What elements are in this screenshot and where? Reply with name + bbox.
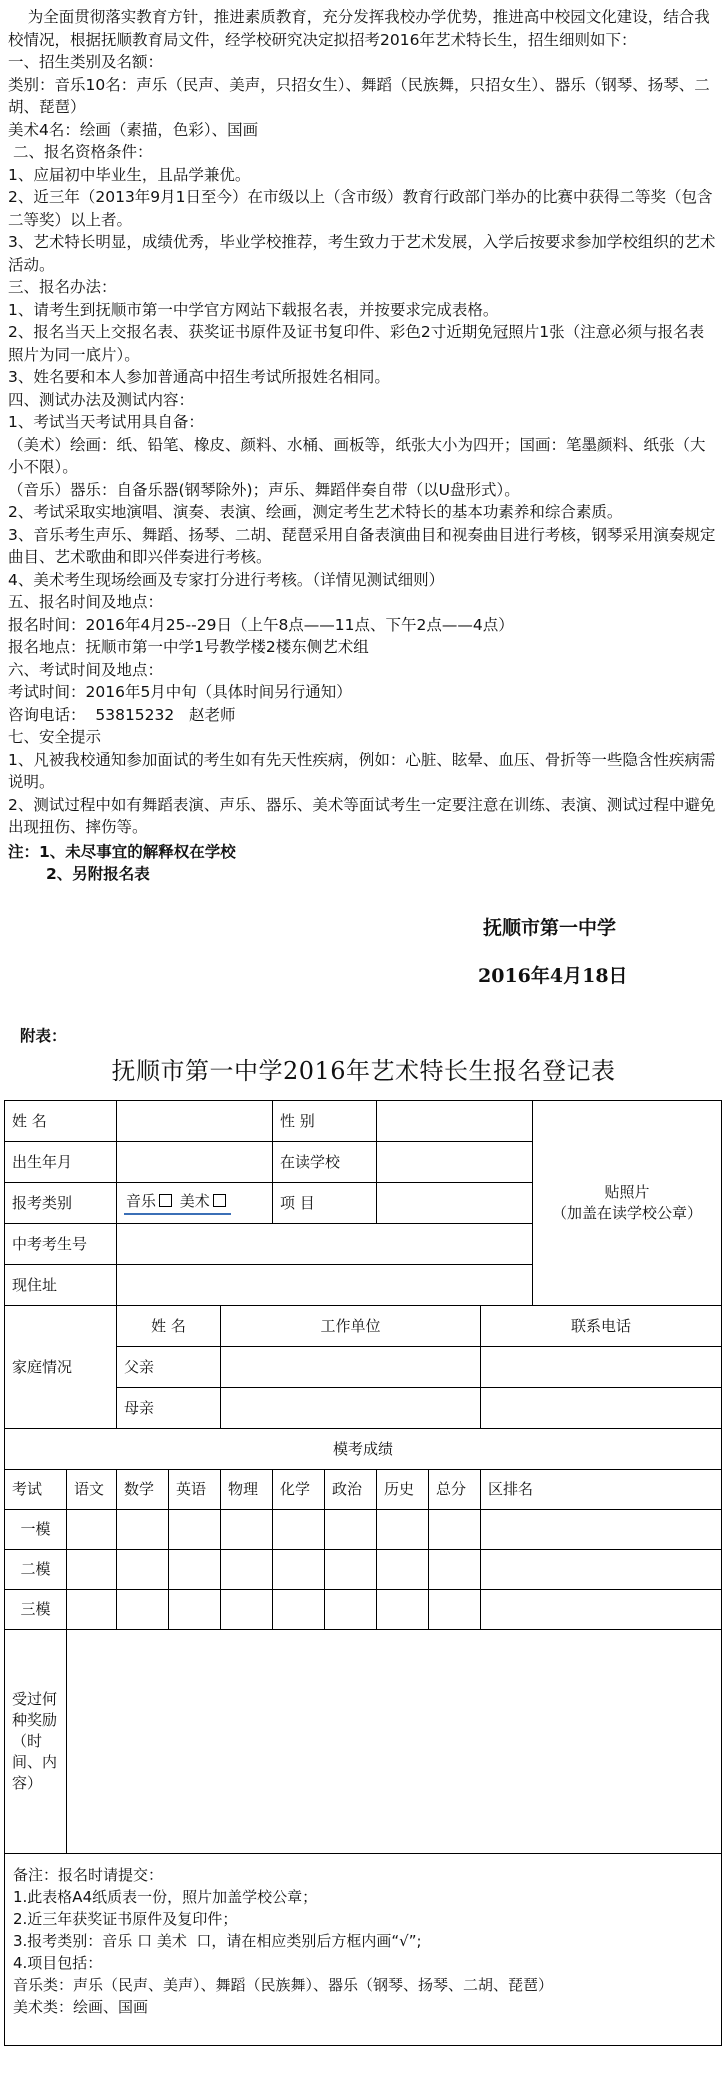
notice-line: 3、音乐考生声乐、舞蹈、扬琴、二胡、琵琶采用自备表演曲目和视奏曲目进行考核，钢琴采用演奏规定曲目、艺术歌曲和即兴伴奏进行考核。 bbox=[8, 525, 716, 566]
notice-line: 一、招生类别及名额： bbox=[8, 53, 164, 71]
score-header: 考试 bbox=[5, 1470, 67, 1510]
notice-intro: 为全面贯彻落实教育方针，推进素质教育，充分发挥我校办学优势，推进高中校园文化建设，结合我校情况，根据抚顺教育局文件，经学校研究决定拟招考2016年艺术特长生，招生细则如下： bbox=[8, 8, 710, 49]
score-header: 语文 bbox=[67, 1470, 117, 1510]
score-cell[interactable] bbox=[117, 1510, 169, 1550]
score-cell[interactable] bbox=[273, 1510, 325, 1550]
awards-label: 受过何种奖励（时间、内容） bbox=[5, 1630, 67, 1854]
notice-line: 1、请考生到抚顺市第一中学官方网站下载报名表，并按要求完成表格。 bbox=[8, 300, 499, 319]
music-checkbox[interactable] bbox=[159, 1194, 172, 1207]
address-value[interactable] bbox=[117, 1265, 533, 1306]
notice-line: 美术4名：绘画（素描，色彩）、国画 bbox=[8, 120, 259, 139]
score-header: 英语 bbox=[169, 1470, 221, 1510]
name-label: 姓 名 bbox=[5, 1101, 117, 1142]
score-cell[interactable] bbox=[67, 1590, 117, 1630]
notice-line: 六、考试时间及地点： bbox=[8, 660, 164, 679]
score-cell[interactable] bbox=[273, 1590, 325, 1630]
family-label: 家庭情况 bbox=[5, 1306, 117, 1429]
notice-line: 咨询电话： 53815232 赵老师 bbox=[8, 705, 236, 724]
gender-value[interactable] bbox=[377, 1101, 533, 1142]
score-cell[interactable] bbox=[221, 1550, 273, 1590]
notice-line: 二、报名资格条件： bbox=[8, 143, 153, 161]
score-cell[interactable] bbox=[325, 1590, 377, 1630]
score-cell[interactable] bbox=[221, 1590, 273, 1630]
notice-line: 2、测试过程中如有舞蹈表演、声乐、器乐、美术等面试考生一定要注意在训练、表演、测试过程中避免出现扭伤、摔伤等。 bbox=[8, 795, 716, 836]
score-cell[interactable] bbox=[67, 1550, 117, 1590]
score-cell[interactable] bbox=[377, 1550, 429, 1590]
mock-row-label: 三模 bbox=[5, 1590, 67, 1630]
score-cell[interactable] bbox=[169, 1590, 221, 1630]
art-checkbox[interactable] bbox=[213, 1194, 226, 1207]
score-cell[interactable] bbox=[169, 1550, 221, 1590]
item-label: 项 目 bbox=[273, 1183, 377, 1224]
work-unit-header: 工作单位 bbox=[221, 1306, 481, 1347]
mock-row-label: 一模 bbox=[5, 1510, 67, 1550]
notice-line: 3、姓名要和本人参加普通高中招生考试所报姓名相同。 bbox=[8, 368, 390, 386]
item-value[interactable] bbox=[377, 1183, 533, 1224]
signature-school: 抚顺市第一中学 bbox=[483, 916, 617, 939]
notice-line: 五、报名时间及地点： bbox=[8, 593, 164, 611]
score-cell[interactable] bbox=[377, 1590, 429, 1630]
mother-label: 母亲 bbox=[117, 1388, 221, 1429]
notice-line: 七、安全提示 bbox=[8, 728, 102, 746]
score-header: 区排名 bbox=[481, 1470, 722, 1510]
category-label: 报考类别 bbox=[5, 1183, 117, 1224]
family-name-header: 姓 名 bbox=[117, 1306, 221, 1347]
notice-line: 4、美术考生现场绘画及专家打分进行考核。（详情见测试细则） bbox=[8, 570, 445, 589]
notice-line: 四、测试办法及测试内容： bbox=[8, 390, 195, 409]
notice-line: 类别：音乐10名：声乐（民声、美声，只招女生）、舞蹈（民族舞，只招女生）、器乐（钢琴、扬琴、二胡、琵琶） bbox=[8, 75, 710, 116]
name-value[interactable] bbox=[117, 1101, 273, 1142]
notice-line: 2、近三年（2013年9月1日至今）在市级以上（含市级）教育行政部门举办的比赛中获得二等奖（包含二等奖）以上者。 bbox=[8, 188, 713, 229]
remark-line: 备注：报名时请提交： bbox=[13, 1866, 164, 1884]
birth-value[interactable] bbox=[117, 1142, 273, 1183]
notice-line: 1、凡被我校通知参加面试的考生如有先天性疾病，例如：心脏、眩晕、血压、骨折等一些隐含性疾病需说明。 bbox=[8, 750, 716, 791]
notice-line: 考试时间：2016年5月中旬（具体时间另行通知） bbox=[8, 683, 352, 701]
notice-line: 三、报名办法： bbox=[8, 278, 117, 296]
signature-date: 2016年4月18日 bbox=[478, 964, 628, 987]
notice-line: 2、报名当天上交报名表、获奖证书原件及证书复印件、彩色2寸近期免冠照片1张（注意必须与报名表照片为同一底片）。 bbox=[8, 323, 705, 364]
remark-line: 4.项目包括： bbox=[13, 1954, 103, 1972]
school-label: 在读学校 bbox=[273, 1142, 377, 1183]
score-cell[interactable] bbox=[221, 1510, 273, 1550]
mother-phone[interactable] bbox=[481, 1388, 722, 1429]
score-cell[interactable] bbox=[117, 1550, 169, 1590]
note-1: 注：1、未尽事宜的解释权在学校 bbox=[8, 842, 236, 861]
father-label: 父亲 bbox=[117, 1347, 221, 1388]
remarks bbox=[5, 1854, 722, 2046]
birth-label: 出生年月 bbox=[5, 1142, 117, 1183]
score-cell[interactable] bbox=[273, 1550, 325, 1590]
notice-line: 3、艺术特长明显，成绩优秀，毕业学校推荐，考生致力于艺术发展，入学后按要求参加学校组织的艺术活动。 bbox=[8, 233, 716, 274]
remark-line: 3.报考类别：音乐 口 美术 口，请在相应类别后方框内画“√”; bbox=[13, 1932, 422, 1950]
awards-value[interactable] bbox=[67, 1630, 722, 1854]
notice-line: （音乐）器乐：自备乐器(钢琴除外)；声乐、舞蹈伴奏自带（以U盘形式）。 bbox=[8, 480, 520, 499]
gender-label: 性 别 bbox=[273, 1101, 377, 1142]
remark-line: 2.近三年获奖证书原件及复印件； bbox=[13, 1910, 238, 1928]
notice-line: 1、考试当天考试用具自备： bbox=[8, 413, 204, 431]
registration-form bbox=[4, 1100, 722, 2046]
remark-line: 1.此表格A4纸质表一份，照片加盖学校公章； bbox=[13, 1888, 318, 1906]
score-cell[interactable] bbox=[481, 1550, 722, 1590]
father-work-unit[interactable] bbox=[221, 1347, 481, 1388]
score-cell[interactable] bbox=[429, 1590, 481, 1630]
photo-note: （加盖在读学校公章） bbox=[552, 1204, 703, 1222]
phone-header: 联系电话 bbox=[481, 1306, 722, 1347]
score-cell[interactable] bbox=[429, 1550, 481, 1590]
score-cell[interactable] bbox=[325, 1510, 377, 1550]
note-2: 2、另附报名表 bbox=[46, 865, 150, 883]
score-header: 政治 bbox=[325, 1470, 377, 1510]
score-cell[interactable] bbox=[429, 1510, 481, 1550]
mother-work-unit[interactable] bbox=[221, 1388, 481, 1429]
score-header: 化学 bbox=[273, 1470, 325, 1510]
score-header: 物理 bbox=[221, 1470, 273, 1510]
father-phone[interactable] bbox=[481, 1347, 722, 1388]
mock-row-label: 二模 bbox=[5, 1550, 67, 1590]
music-option-label: 音乐 bbox=[126, 1192, 157, 1210]
exam-no-label: 中考考生号 bbox=[5, 1224, 117, 1265]
notes bbox=[8, 841, 719, 886]
notice-line: 报名地点：抚顺市第一中学1号教学楼2楼东侧艺术组 bbox=[8, 638, 369, 656]
score-cell[interactable] bbox=[325, 1550, 377, 1590]
art-option-label: 美术 bbox=[179, 1192, 210, 1210]
notice-line: （美术）绘画：纸、铅笔、橡皮、颜料、水桶、画板等，纸张大小为四开；国画：笔墨颜料、纸张（大小不限）。 bbox=[8, 435, 706, 476]
mock-scores-header: 模考成绩 bbox=[5, 1429, 722, 1470]
score-header: 总分 bbox=[429, 1470, 481, 1510]
form-title: 抚顺市第一中学2016年艺术特长生报名登记表 bbox=[111, 1057, 616, 1085]
score-cell[interactable] bbox=[169, 1510, 221, 1550]
address-label: 现住址 bbox=[5, 1265, 117, 1306]
notice-line: 报名时间：2016年4月25--29日（上午8点——11点、下午2点——4点） bbox=[8, 615, 514, 634]
photo-label: 贴照片 bbox=[604, 1183, 650, 1201]
category-line bbox=[124, 1191, 231, 1215]
category-options bbox=[117, 1183, 273, 1224]
score-cell[interactable] bbox=[377, 1510, 429, 1550]
score-header: 历史 bbox=[377, 1470, 429, 1510]
score-header: 数学 bbox=[117, 1470, 169, 1510]
photo-box[interactable] bbox=[533, 1101, 722, 1306]
attachment-label: 附表： bbox=[20, 1026, 67, 1045]
score-cell[interactable] bbox=[481, 1510, 722, 1550]
notice-line: 1、应届初中毕业生，且品学兼优。 bbox=[8, 165, 251, 184]
score-cell[interactable] bbox=[117, 1590, 169, 1630]
score-cell[interactable] bbox=[67, 1510, 117, 1550]
score-cell[interactable] bbox=[481, 1590, 722, 1630]
school-value[interactable] bbox=[377, 1142, 533, 1183]
remark-line: 美术类：绘画、国画 bbox=[13, 1998, 149, 2016]
notice-line: 2、考试采取实地演唱、演奏、表演、绘画，测定考生艺术特长的基本功素养和综合素质。 bbox=[8, 503, 623, 521]
remark-line: 音乐类：声乐（民声、美声）、舞蹈（民族舞）、器乐（钢琴、扬琴、二胡、琵琶） bbox=[13, 1976, 554, 1994]
exam-no-value[interactable] bbox=[117, 1224, 533, 1265]
